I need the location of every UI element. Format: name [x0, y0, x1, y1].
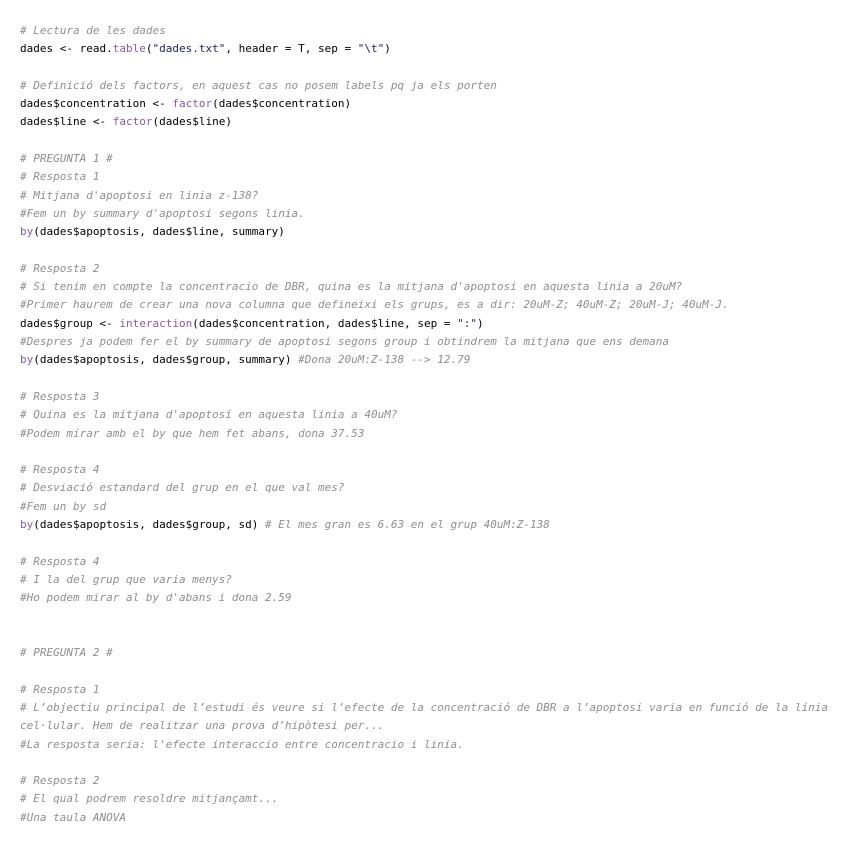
- code-comment: # I la del grup que varia menys?: [20, 572, 232, 586]
- code-text: dades$group <-: [20, 316, 120, 330]
- code-line: [20, 516, 835, 534]
- code-string: "dades.txt": [152, 42, 226, 56]
- code-comment: #Ho podem mirar al by d'abans i dona 2.59: [20, 591, 292, 605]
- code-line: [20, 223, 835, 241]
- code-line: [20, 40, 835, 58]
- code-line: [20, 681, 835, 699]
- code-comment: # Si tenim en compte la concentracio de DBR, quina es la mitjana d'apoptosi en aquesta linia a 20uM?: [20, 280, 683, 294]
- code-comment: # Resposta 4: [20, 463, 100, 477]
- code-comment: # Resposta 3: [20, 389, 100, 403]
- code-line: [20, 790, 835, 808]
- code-comment: # Definició dels factors, en aquest cas no posem labels pq ja els porten: [20, 78, 497, 92]
- code-comment: # L’objectiu principal de l’estudi és veure si l’efecte de la concentració de DBR a l’apoptosi varia en funció de la línia cel·lular. Hem de realitzar una prova d’hipòtesi per...: [20, 700, 835, 733]
- code-comment: # PREGUNTA 1 #: [20, 152, 113, 166]
- code-comment: # Quina es la mitjana d'apoptosi en aquesta linia a 40uM?: [20, 408, 398, 422]
- code-function: table: [112, 42, 146, 56]
- code-comment: #Fem un by summary d'apoptosi segons linia.: [20, 206, 305, 220]
- code-text: (dades$concentration): [212, 97, 352, 111]
- code-line: [20, 59, 835, 77]
- code-comment: # Resposta 1: [20, 170, 100, 184]
- code-line: [20, 534, 835, 552]
- code-line: [20, 644, 835, 662]
- code-line: [20, 736, 835, 754]
- code-text: dades$concentration <-: [20, 97, 173, 111]
- code-comment: #La resposta seria: l'efecte interaccio entre concentracio i linia.: [20, 737, 464, 751]
- code-comment: #Una taula ANOVA: [20, 810, 126, 824]
- code-text: (: [145, 42, 153, 56]
- code-comment: #Despres ja podem fer el by summary de apoptosi segons group i obtindrem la mitjana que ens demana: [20, 335, 670, 349]
- code-line: [20, 809, 835, 827]
- code-comment: # Lectura de les dades: [20, 24, 166, 37]
- code-comment: #Podem mirar amb el by que hem fet abans, dona 37.53: [20, 426, 365, 440]
- code-line: [20, 443, 835, 461]
- code-line: [20, 150, 835, 168]
- code-comment: # El mes gran es 6.63 en el grup 40uM:Z-138: [265, 518, 550, 532]
- code-comment: # PREGUNTA 2 #: [20, 646, 113, 660]
- code-line: [20, 479, 835, 497]
- code-comment: #Dona 20uM:Z-138 --> 12.79: [298, 353, 471, 367]
- code-function: factor: [112, 115, 153, 129]
- code-line: [20, 260, 835, 278]
- code-line: [20, 187, 835, 205]
- code-line: [20, 168, 835, 186]
- code-function: by: [20, 225, 34, 239]
- code-function: by: [20, 518, 34, 532]
- code-line: [20, 333, 835, 351]
- code-comment: # Resposta 1: [20, 682, 100, 696]
- code-line: [20, 242, 835, 260]
- code-comment: #Primer haurem de crear una nova columna que defineixi els grups, es a dir: 20uM-Z; 40uM-Z; 20uM-J; 40uM-J.: [20, 298, 729, 312]
- code-text: , header = T, sep =: [225, 42, 358, 56]
- code-line: [20, 95, 835, 113]
- code-function: interaction: [119, 316, 193, 330]
- code-text: ): [476, 316, 484, 330]
- code-line: [20, 315, 835, 333]
- code-line: [20, 589, 835, 607]
- code-text: (dades$apoptosis, dades$group, sd): [33, 518, 266, 532]
- code-text: dades$line <-: [20, 115, 113, 129]
- code-line: [20, 608, 835, 626]
- code-line: [20, 205, 835, 223]
- code-line: [20, 278, 835, 296]
- code-line: [20, 77, 835, 95]
- code-line: [20, 22, 835, 40]
- code-line: [20, 113, 835, 131]
- code-line: [20, 406, 835, 424]
- code-line: [20, 772, 835, 790]
- code-line: [20, 425, 835, 443]
- code-comment: # Resposta 4: [20, 554, 100, 568]
- code-string: "\t": [357, 42, 385, 56]
- code-line: [20, 296, 835, 314]
- code-line: [20, 351, 835, 369]
- code-text: dades <- read.: [20, 42, 113, 56]
- code-line: [20, 754, 835, 772]
- code-text: (dades$apoptosis, dades$group, summary): [33, 353, 299, 367]
- code-line: [20, 388, 835, 406]
- code-function: factor: [172, 97, 213, 111]
- code-line: [20, 662, 835, 680]
- code-comment: # El qual podrem resoldre mitjançamt...: [20, 792, 279, 806]
- code-line: [20, 553, 835, 571]
- code-line: [20, 699, 835, 736]
- code-comment: # Resposta 2: [20, 774, 100, 788]
- code-comment: #Fem un by sd: [20, 499, 107, 513]
- code-comment: # Desviació estandard del grup en el que val mes?: [20, 481, 345, 495]
- code-line: [20, 461, 835, 479]
- code-function: by: [20, 353, 34, 367]
- code-text: (dades$apoptosis, dades$line, summary): [33, 225, 285, 239]
- code-line: [20, 370, 835, 388]
- code-comment: # Resposta 2: [20, 261, 100, 275]
- code-line: [20, 626, 835, 644]
- code-text: ): [384, 42, 391, 56]
- code-line: [20, 498, 835, 516]
- code-block: [20, 22, 835, 827]
- code-comment: # Mitjana d'apoptosi en linia z-138?: [20, 188, 259, 202]
- code-text: (dades$concentration, dades$line, sep =: [192, 316, 458, 330]
- code-text: (dades$line): [152, 115, 232, 129]
- code-line: [20, 132, 835, 150]
- code-line: [20, 571, 835, 589]
- code-string: ":": [457, 316, 477, 330]
